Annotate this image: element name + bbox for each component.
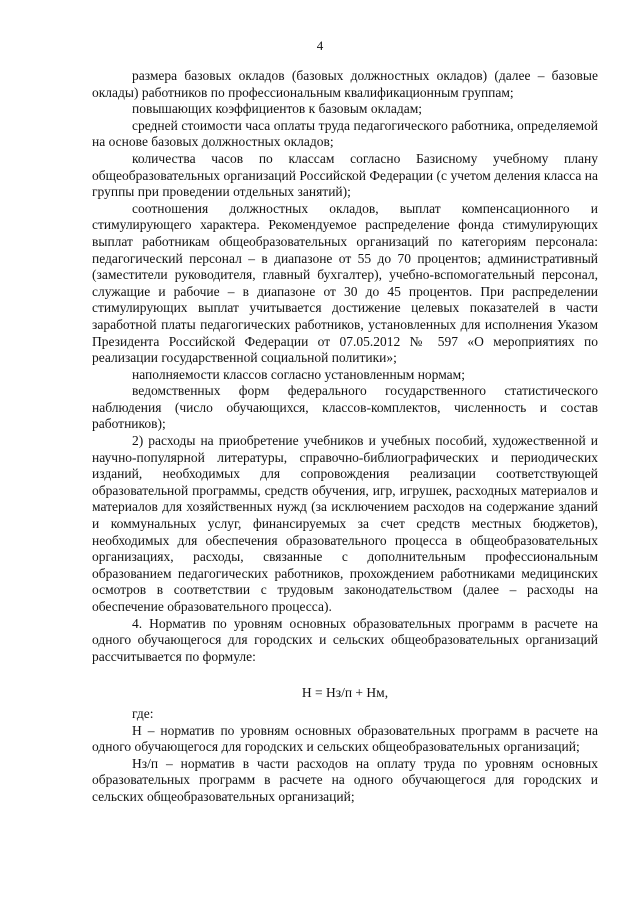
paragraph-definition-n: Н – норматив по уровням основных образовательных программ в расчете на одного обучающегося для городских и сельских общеобразовательных организаций; (92, 722, 598, 755)
formula: Н = Нз/п + Нм, (301, 685, 389, 701)
document-body (92, 68, 598, 806)
page-number: 4 (316, 38, 324, 53)
paragraph-definition-nzp: Нз/п – норматив в части расходов на оплату труда по уровням основных образовательных программ в расчете на одного обучающегося для городских и сельских общеобразовательных организаций; (92, 755, 598, 804)
paragraph-standard-formula-intro: 4. Норматив по уровням основных образовательных программ в расчете на одного обучающегося для городских и сельских общеобразовательных организаций рассчитывается по формуле: (92, 615, 598, 664)
paragraph-base-salaries: размера базовых окладов (базовых должностных окладов) (далее – базовые оклады) работников по профессиональным квалификационным группам; (92, 68, 598, 100)
paragraph-salary-ratio: соотношения должностных окладов, выплат компенсационного и стимулирующего характера. Рекомендуемое распределение фонда стимулирующих выплат работникам общеобразовательных организаций по категориям персонала: педагогический персонал – в диапазоне от 55 до 70 процентов; административный (заместители руководителя, главный бухгалтер), учебно-вспомогательный персонал, служащие и рабочие – в диапазоне от 30 до 45 процентов. При распределении стимулирующих выплат учитывается достижение целевых показателей в части заработной платы педагогических работников, установленных для исполнения Указом Президента Российской Федерации от 07.05.2012 № 597 «О мероприятиях по реализации государственной социальной политики»; (92, 200, 598, 366)
paragraph-hour-cost: средней стоимости часа оплаты труда педагогического работника, определяемой на основе базовых должностных окладов; (92, 117, 598, 150)
paragraph-class-occupancy: наполняемости классов согласно установленным нормам; (132, 366, 465, 382)
paragraph-coefficients: повышающих коэффициентов к базовым окладам; (132, 101, 423, 117)
paragraph-where: где: (132, 705, 154, 721)
paragraph-statistics-forms: ведомственных форм федерального государственного статистического наблюдения (число обучающихся, классов-комплектов, численность и состав работников); (92, 383, 598, 432)
paragraph-education-expenses: 2) расходы на приобретение учебников и учебных пособий, художественной и научно-популярной литературы, справочно-библиографических и периодических изданий, необходимых для сопровождения реализации соответствующей образовательной программы, средств обучения, игр, игрушек, расходных материалов и материалов для хозяйственных нужд (за исключением расходов на содержание зданий и коммунальных услуг, финансируемых за счет средств местных бюджетов), необходимых для обеспечения образовательного процесса в общеобразовательных организациях, расходы, связанные с дополнительным профессиональным образованием педагогических работников, прохождением работниками медицинских осмотров в соответствии с трудовым законодательством (далее – расходы на обеспечение образовательного процесса). (92, 433, 598, 614)
paragraph-class-hours: количества часов по классам согласно Базисному учебному плану общеобразовательных организаций Российской Федерации (с учетом деления класса на группы при проведении отдельных занятий); (92, 150, 598, 200)
